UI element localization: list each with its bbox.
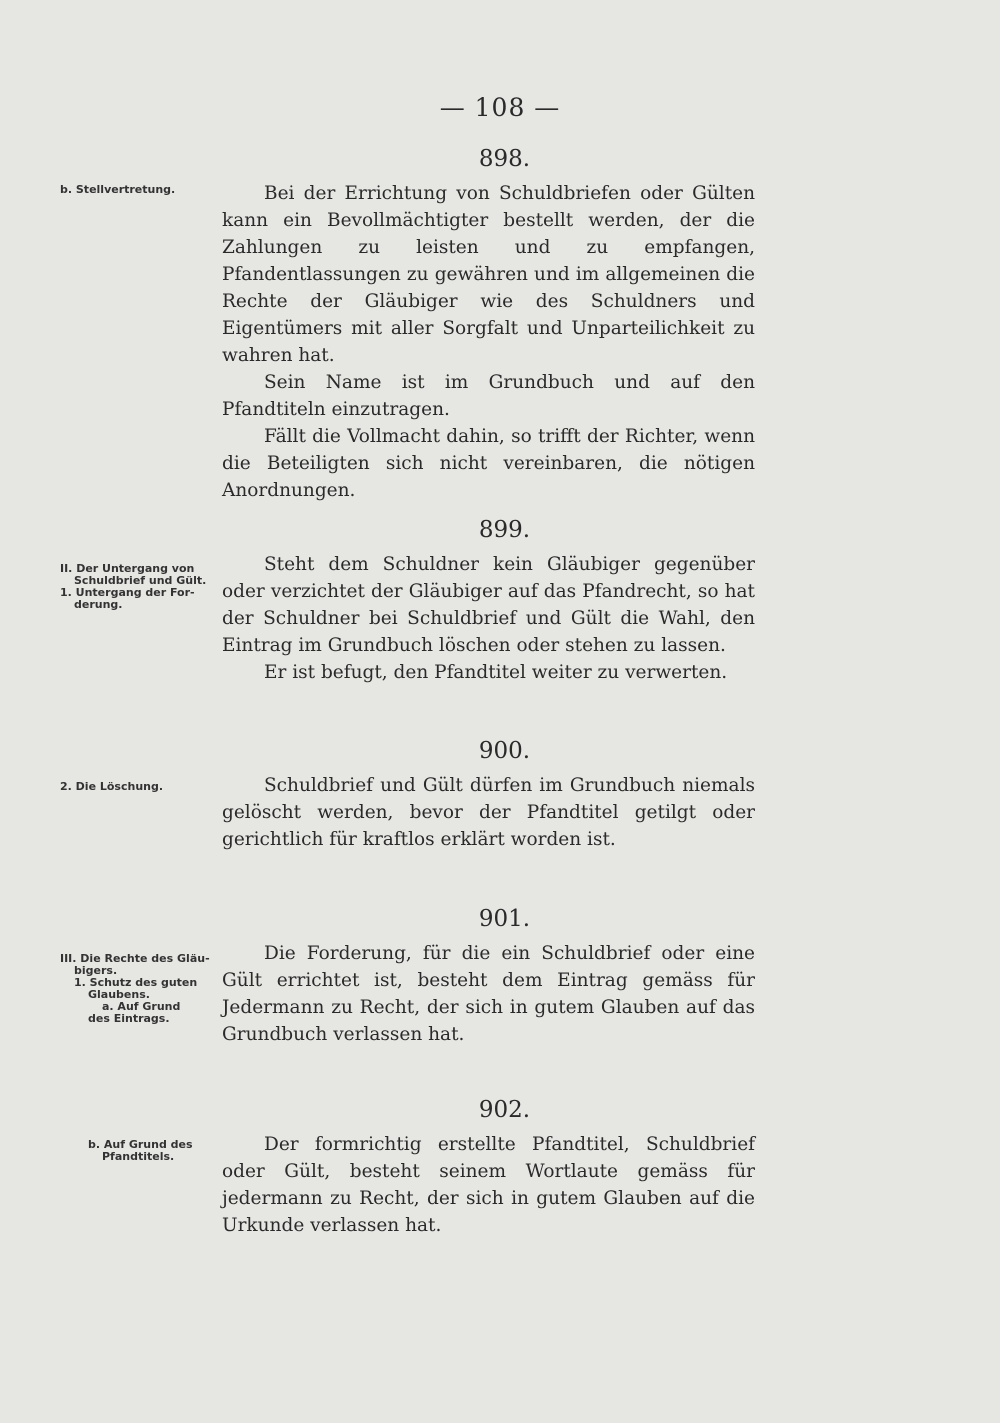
- margin-line: Schuldbrief und Gült.: [74, 574, 207, 587]
- article-number: 902.: [478, 1097, 531, 1123]
- article-898: [222, 146, 755, 504]
- margin-line: b. Auf Grund des: [88, 1138, 193, 1151]
- article-number: 898.: [478, 146, 531, 172]
- margin-line: b. Stellvertretung.: [60, 183, 176, 196]
- margin-line: a. Auf Grund: [102, 1000, 181, 1013]
- article-number: 900.: [478, 738, 531, 764]
- article-901: [222, 906, 755, 1048]
- margin-line: des Eintrags.: [88, 1012, 170, 1025]
- article-paragraph: Der formrichtig erstellte Pfandtitel, Schuldbrief oder Gült, besteht seinem Wortlaute gemäss für jedermann zu Recht, der sich in gutem Glauben auf die Urkunde verlassen hat.: [222, 1134, 755, 1236]
- article-902: [222, 1097, 755, 1239]
- article-900: [222, 738, 755, 853]
- margin-note-900: [60, 781, 215, 793]
- article-paragraph: Sein Name ist im Grundbuch und auf den Pfandtiteln einzutragen.: [222, 372, 755, 420]
- margin-note-901: [60, 953, 215, 1025]
- margin-line: Glaubens.: [88, 988, 150, 1001]
- article-paragraph: Er ist befugt, den Pfandtitel weiter zu verwerten.: [264, 662, 728, 683]
- article-paragraph: Die Forderung, für die ein Schuldbrief oder eine Gült errichtet ist, besteht dem Eintrag gemäss für Jedermann zu Recht, der sich in gutem Glauben auf das Grundbuch verlassen hat.: [222, 943, 755, 1045]
- article-899: [222, 517, 755, 686]
- article-number: 899.: [478, 517, 531, 543]
- margin-line: 1. Untergang der For-: [60, 586, 195, 599]
- margin-note-899: [60, 563, 215, 611]
- article-paragraph: Schuldbrief und Gült dürfen im Grundbuch niemals gelöscht werden, bevor der Pfandtitel getilgt oder gerichtlich für kraftlos erklärt worden ist.: [222, 775, 755, 850]
- margin-line: II. Der Untergang von: [60, 562, 195, 575]
- margin-line: derung.: [74, 598, 123, 611]
- margin-line: III. Die Rechte des Gläu-: [60, 952, 210, 965]
- margin-line: Pfandtitels.: [102, 1150, 175, 1163]
- margin-line: 2. Die Löschung.: [60, 780, 164, 793]
- article-paragraph: Fällt die Vollmacht dahin, so trifft der Richter, wenn die Beteiligten sich nicht vereinbaren, die nötigen Anordnungen.: [222, 426, 755, 501]
- article-paragraph: Bei der Errichtung von Schuldbriefen oder Gülten kann ein Bevollmächtigter bestellt werden, der die Zahlungen zu leisten und zu empfangen, Pfandentlassungen zu gewähren und im allgemeinen die Rechte der Gläubiger wie des Schuldners und Eigentümers mit aller Sorgfalt und Unparteilichkeit zu wahren hat.: [222, 183, 755, 366]
- page-number: — 108 —: [439, 93, 561, 122]
- margin-note-902: [60, 1139, 215, 1163]
- margin-note-898: [60, 184, 215, 196]
- article-paragraph: Steht dem Schuldner kein Gläubiger gegenüber oder verzichtet der Gläubiger auf das Pfandrecht, so hat der Schuldner bei Schuldbrief und Gült die Wahl, den Eintrag im Grundbuch löschen oder stehen zu lassen.: [222, 554, 755, 656]
- margin-line: bigers.: [74, 964, 118, 977]
- article-number: 901.: [478, 906, 531, 932]
- margin-line: 1. Schutz des guten: [74, 976, 198, 989]
